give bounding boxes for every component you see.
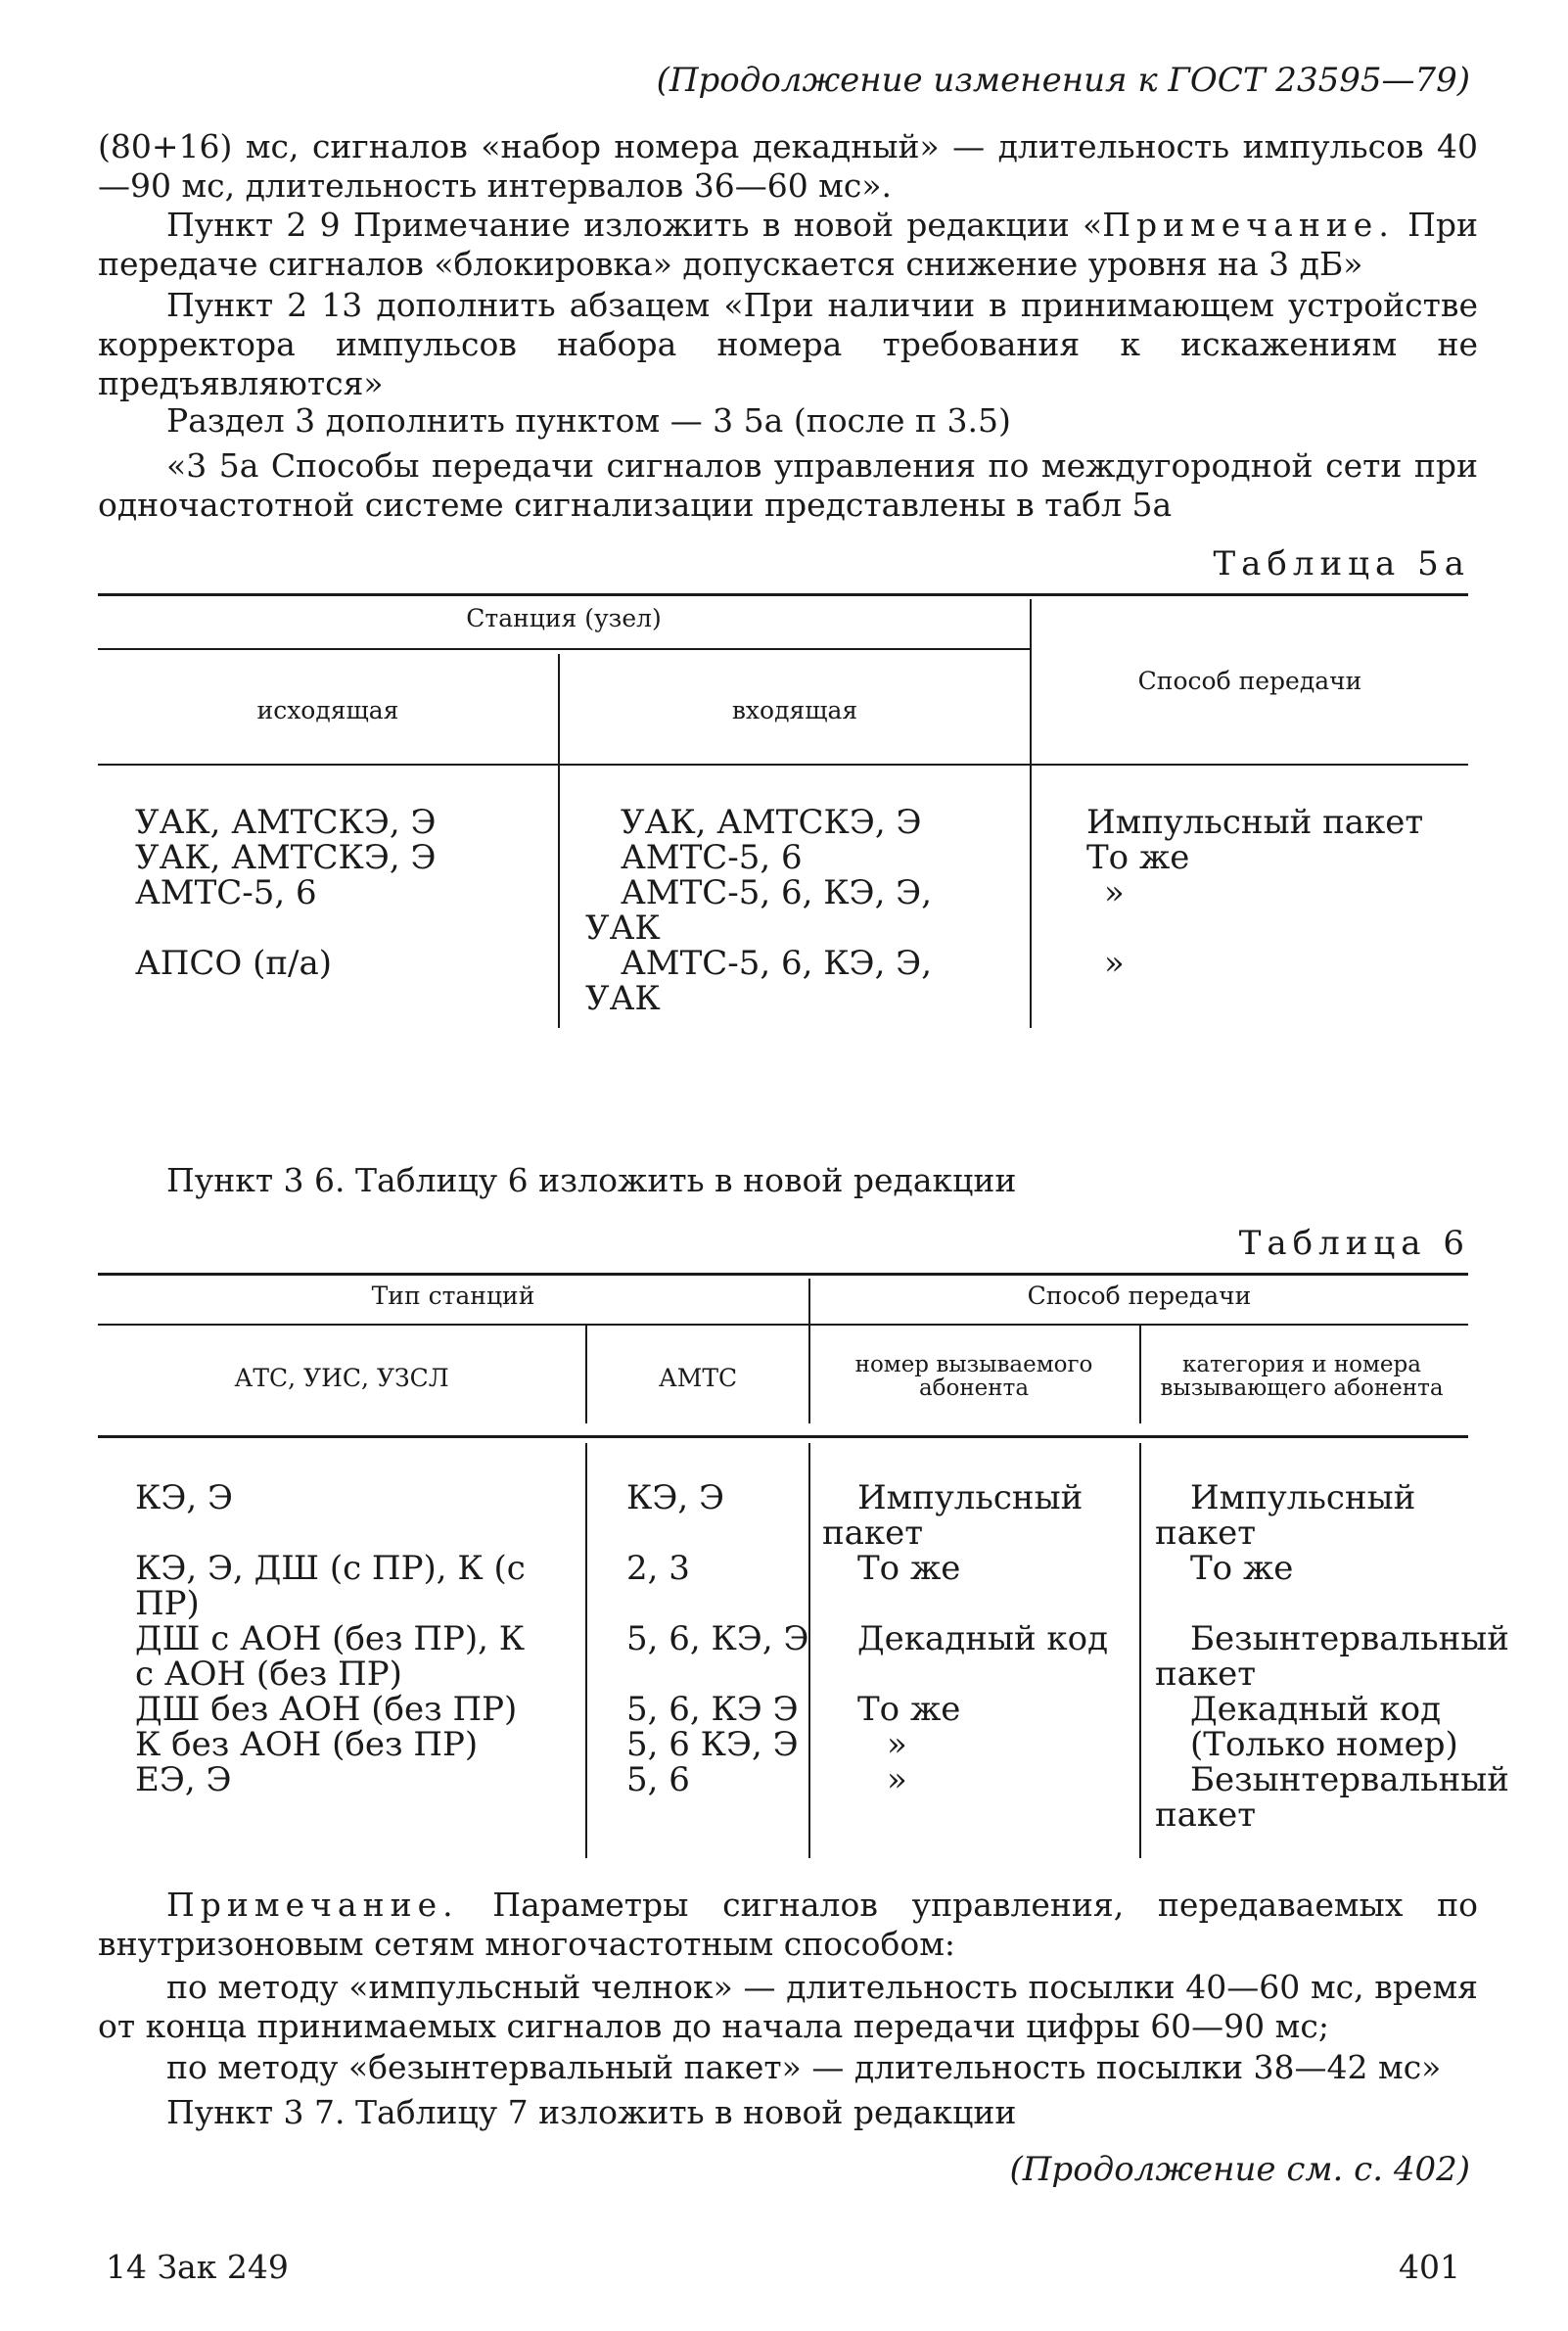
t6-r2-ats: КЭ, Э, ДШ (с ПР), К (с ПР) xyxy=(135,1549,526,1623)
table-6-col-amts: АМТС xyxy=(658,1364,738,1392)
t6-r4-called: То же xyxy=(857,1690,961,1729)
t5a-r4-method: » xyxy=(1104,944,1125,983)
t6-r1-called: Импульсный пакет xyxy=(822,1478,1084,1553)
t6-r4-calling: Декадный код xyxy=(1190,1690,1442,1729)
t6-r6-called: » xyxy=(887,1760,907,1799)
t5a-r2-incoming: АМТС-5, 6 xyxy=(621,838,803,877)
t6-r3-calling: Безынтервальный пакет xyxy=(1155,1619,1509,1694)
table-5a-caption: Таблица 5а xyxy=(1213,544,1470,583)
t6-r3-amts: 5, 6, КЭ, Э xyxy=(626,1619,809,1658)
paragraph-5: «3 5а Способы передачи сигналов управления по междугородной сети при одночастотной системе сигнализации представлены в табл 5а xyxy=(98,446,1478,524)
t5a-r3-method: » xyxy=(1104,873,1125,912)
t6-r6-calling: Безынтервальный пакет xyxy=(1155,1760,1509,1835)
t6-r2-called: То же xyxy=(857,1549,961,1588)
note-text: Параметры сигналов управления, передаваемых по внутризоновым сетям многочастотным способом: xyxy=(98,1886,1478,1963)
t6-r3-called: Декадный код xyxy=(857,1619,1109,1658)
note-item-2: по методу «безынтервальный пакет» — длительность посылки 38—42 мс» xyxy=(166,2048,1442,2086)
paragraph-2 xyxy=(98,206,1478,284)
paragraph-4: Раздел 3 дополнить пунктом — 3 5а (после п 3.5) xyxy=(166,401,1011,440)
table-6-group-station-type: Тип станций xyxy=(371,1282,535,1310)
t5a-r4-outgoing: АПСО (п/а) xyxy=(135,944,333,983)
table-5a-group-rule xyxy=(98,648,1030,650)
t6-r3-ats: ДШ с АОН (без ПР), К с АОН (без ПР) xyxy=(135,1619,526,1694)
note-item-1: по методу «импульсный челнок» — длительность посылки 40—60 мс, время от конца принимаемых сигналов до начала передачи цифры 60—90 мс; xyxy=(98,1968,1478,2045)
t5a-r2-method: То же xyxy=(1086,838,1190,877)
table-5a-divider-method xyxy=(1030,599,1032,1028)
table-6-col-ats: АТС, УИС, УЗСЛ xyxy=(234,1364,449,1392)
continuation-title: (Продолжение изменения к ГОСТ 23595—79) xyxy=(656,61,1470,100)
t6-r6-ats: ЕЭ, Э xyxy=(135,1760,232,1799)
page-number: 401 xyxy=(1399,2248,1460,2286)
note-paragraph xyxy=(98,1886,1478,1964)
table-6-body-divider-amts xyxy=(585,1443,587,1858)
table-6-station-group-rule xyxy=(98,1324,808,1326)
table-5a-group-header: Станция (узел) xyxy=(466,604,662,632)
table-6-body-divider-calling xyxy=(1139,1443,1141,1858)
t6-r2-amts: 2, 3 xyxy=(626,1549,690,1588)
t6-r1-amts: КЭ, Э xyxy=(626,1478,724,1517)
t6-r1-calling: Импульсный пакет xyxy=(1155,1478,1416,1553)
t5a-r1-incoming: УАК, АМТСКЭ, Э xyxy=(621,803,922,842)
t5a-r4-incoming: АМТС-5, 6, КЭ, Э, УАК xyxy=(585,944,933,1018)
t6-r1-ats: КЭ, Э xyxy=(135,1478,233,1517)
t6-r6-amts: 5, 6 xyxy=(626,1760,690,1799)
paragraph-7: Пункт 3 7. Таблицу 7 изложить в новой редакции xyxy=(166,2093,1017,2131)
continued-note: (Продолжение см. с. 402) xyxy=(1009,2150,1470,2189)
paragraph-3: Пункт 2 13 дополнить абзацем «При наличии в принимающем устройстве корректора импульсов набора номера требования к искажениям не предъявляются» xyxy=(98,286,1478,402)
t6-r2-calling: То же xyxy=(1190,1549,1294,1588)
note-label: Примечание. xyxy=(166,1886,459,1924)
t5a-r3-outgoing: АМТС-5, 6 xyxy=(135,873,317,912)
table-6-group-method: Способ передачи xyxy=(1027,1282,1252,1310)
t5a-r2-outgoing: УАК, АМТСКЭ, Э xyxy=(135,838,437,877)
table-6-divider-calling xyxy=(1139,1326,1141,1423)
table-5a-top-rule xyxy=(98,593,1468,596)
t5a-r1-outgoing: УАК, АМТСКЭ, Э xyxy=(135,803,437,842)
table-5a-header-rule xyxy=(98,764,1468,766)
table-6-header-rule xyxy=(98,1435,1468,1438)
p2-prefix: Пункт 2 9 Примечание изложить в новой редакции « xyxy=(166,206,1103,244)
table-5a-col-outgoing: исходящая xyxy=(256,696,399,724)
t6-r4-ats: ДШ без АОН (без ПР) xyxy=(135,1690,518,1729)
t6-r5-calling: (Только номер) xyxy=(1190,1725,1458,1764)
table-6-col-called: номер вызываемого абонента xyxy=(854,1352,1093,1401)
t6-r4-amts: 5, 6, КЭ Э xyxy=(626,1690,799,1729)
table-6-col-calling: категория и номера вызывающего абонента xyxy=(1160,1352,1444,1401)
p2-note-label: Примечание. xyxy=(1102,206,1395,244)
table-5a-col-incoming: входящая xyxy=(731,696,858,724)
table-6-caption: Таблица 6 xyxy=(1238,1224,1470,1263)
t6-r5-amts: 5, 6 КЭ, Э xyxy=(626,1725,799,1764)
paragraph-1: (80+16) мс, сигналов «набор номера декадный» — длительность импульсов 40—90 мс, длительность интервалов 36—60 мс». xyxy=(98,127,1478,205)
t6-r5-ats: К без АОН (без ПР) xyxy=(135,1725,479,1764)
t5a-r1-method: Импульсный пакет xyxy=(1086,803,1424,842)
t6-r5-called: » xyxy=(887,1725,907,1764)
table-5a-col-method: Способ передачи xyxy=(1137,667,1362,695)
p2-rest: При передаче сигналов «блокировка» допускается снижение уровня на 3 дБ» xyxy=(98,206,1479,283)
order-number: 14 Зак 249 xyxy=(106,2248,289,2286)
t5a-r3-incoming: АМТС-5, 6, КЭ, Э, УАК xyxy=(585,873,933,948)
table-6-top-rule xyxy=(98,1273,1468,1276)
paragraph-6: Пункт 3 6. Таблицу 6 изложить в новой редакции xyxy=(166,1161,1017,1199)
